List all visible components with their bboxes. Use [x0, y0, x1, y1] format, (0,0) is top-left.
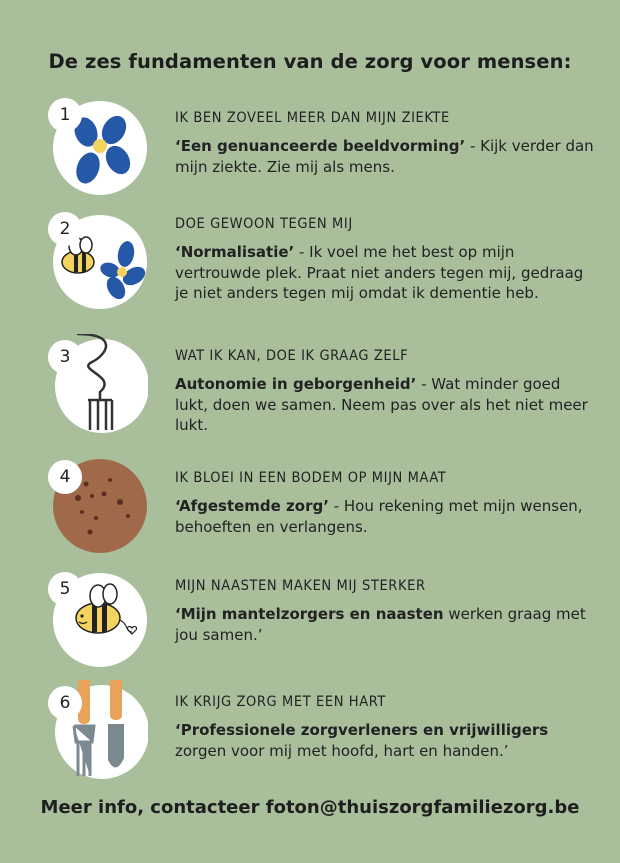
fundament-rest-3: - Wat minder goed lukt, doen we samen. Neem pas over als het niet meer lukt.: [175, 375, 588, 434]
icon-wrap-5: [48, 570, 148, 670]
number-badge-5: 5: [48, 572, 82, 606]
fundament-heading-5: MIJN NAASTEN MAKEN MIJ STERKER: [175, 578, 426, 594]
number-badge-1: 1: [48, 98, 82, 132]
number-badge-3: 3: [48, 340, 82, 374]
fundament-bold-5: ‘Mijn mantelzorgers en naasten: [175, 605, 444, 623]
number-badge-4: 4: [48, 460, 82, 494]
fundament-heading-3: WAT IK KAN, DOE IK GRAAG ZELF: [175, 348, 409, 364]
icon-wrap-4: [48, 456, 148, 556]
number-badge-2: 2: [48, 212, 82, 246]
fundament-heading-6: IK KRIJG ZORG MET EEN HART: [175, 694, 386, 710]
icon-wrap-2: [48, 212, 148, 312]
fundament-bold-2: ‘Normalisatie’: [175, 243, 295, 261]
fundament-body-2: [175, 242, 595, 304]
fundament-bold-1: ‘Een genuanceerde beeldvorming’: [175, 137, 466, 155]
page-title: De zes fundamenten van de zorg voor mensen:: [48, 50, 572, 73]
footer-contact: Meer info, contacteer foton@thuiszorgfamiliezorg.be: [40, 797, 580, 818]
fundament-body-3: [175, 374, 595, 436]
fundament-body-4: [175, 496, 595, 537]
fundament-rest-4: - Hou rekening met mijn wensen, behoeften en verlangens.: [175, 497, 583, 536]
fundament-text-6: [175, 694, 595, 761]
number-badge-6: 6: [48, 686, 82, 720]
fundament-bold-3: Autonomie in geborgenheid’: [175, 375, 417, 393]
icon-wrap-6: [48, 680, 148, 780]
fundament-body-6: [175, 720, 595, 761]
fundament-rest-2: - Ik voel me het best op mijn vertrouwde plek. Praat niet anders tegen mij, gedraag je niet anders tegen mij omdat ik dementie heb.: [175, 243, 584, 302]
icon-wrap-3: [48, 334, 148, 434]
fundament-heading-1: IK BEN ZOVEEL MEER DAN MIJN ZIEKTE: [175, 110, 450, 126]
fundament-text-1: [175, 110, 595, 177]
fundament-rest-5: werken graag met jou samen.’: [175, 605, 586, 644]
fundament-body-5: [175, 604, 595, 645]
fundament-body-1: [175, 136, 595, 177]
fundament-text-2: [175, 216, 595, 304]
fundament-bold-4: ‘Afgestemde zorg’: [175, 497, 329, 515]
fundament-text-5: [175, 578, 595, 645]
fundament-text-3: [175, 348, 595, 436]
fundament-bold-6: ‘Professionele zorgverleners en vrijwilligers: [175, 721, 549, 739]
fundament-rest-6: zorgen voor mij met hoofd, hart en handen.’: [175, 741, 509, 760]
fundament-heading-2: DOE GEWOON TEGEN MIJ: [175, 216, 353, 232]
fundament-text-4: [175, 470, 595, 537]
fundament-rest-1: - Kijk verder dan mijn ziekte. Zie mij als mens.: [175, 137, 594, 176]
icon-wrap-1: [48, 98, 148, 198]
fundament-heading-4: IK BLOEI IN EEN BODEM OP MIJN MAAT: [175, 470, 447, 486]
